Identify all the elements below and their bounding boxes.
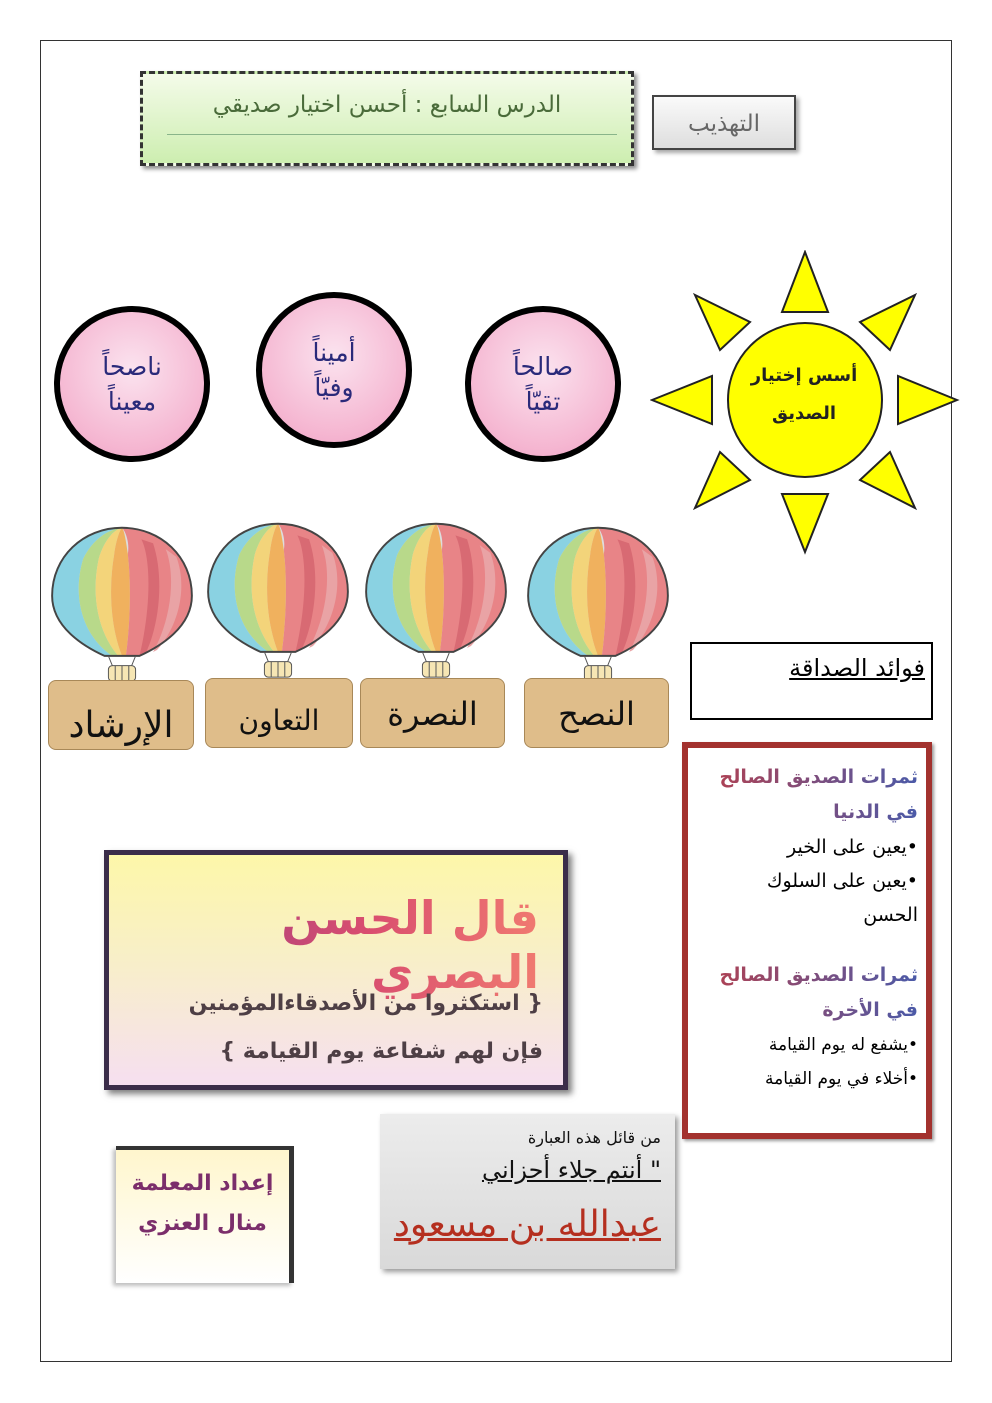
trait-circle bbox=[54, 306, 210, 462]
hereafter-heading: ثمرات الصديق الصالح bbox=[694, 958, 918, 993]
balloon-label: النصح bbox=[524, 678, 669, 748]
saying-answer: عبدالله بن مسعود bbox=[393, 1204, 661, 1245]
title-underline bbox=[167, 134, 617, 135]
trait-line: ناصحاً bbox=[102, 352, 162, 381]
list-item: •أخلاء في يوم القيامة bbox=[765, 1069, 918, 1089]
fruits-box bbox=[682, 742, 932, 1139]
world-heading: في الدنيا bbox=[694, 795, 918, 830]
quote-line: فإن لهم شفاعة يوم القيامة } bbox=[219, 1039, 543, 1064]
trait-circle bbox=[465, 306, 621, 462]
trait-line: تقيّاً bbox=[525, 387, 561, 416]
trait-line: معيناً bbox=[107, 387, 157, 416]
list-item: الحسن bbox=[863, 904, 918, 926]
trait-line: أميناً bbox=[312, 338, 356, 367]
list-item: •يعين على السلوك bbox=[766, 870, 918, 892]
hot-air-balloon-icon bbox=[198, 516, 358, 681]
hot-air-balloon-icon bbox=[518, 520, 678, 685]
trait-circle bbox=[256, 292, 412, 448]
quote-line: { استكثروا من الأصدقاءالمؤمنين bbox=[188, 991, 543, 1016]
hot-air-balloon-icon bbox=[356, 516, 516, 681]
lesson-title: الدرس السابع : أحسن اختيار صديقي bbox=[212, 92, 562, 118]
author-label: إعداد المعلمة bbox=[131, 1171, 274, 1196]
list-item: •يشفع له يوم القيامة bbox=[768, 1035, 918, 1055]
saying-box bbox=[380, 1114, 675, 1269]
world-heading: ثمرات الصديق الصالح bbox=[694, 760, 918, 795]
subject-label: التهذيب bbox=[652, 95, 796, 150]
balloon-label: النصرة bbox=[360, 678, 505, 748]
benefits-title: فوائد الصداقة bbox=[789, 654, 925, 682]
list-item: •يعين على الخير bbox=[787, 836, 918, 858]
trait-line: صالحاً bbox=[512, 352, 574, 381]
sun-label-line1: أسس إختيار bbox=[750, 365, 858, 386]
sun-label-line2: الصديق bbox=[771, 403, 837, 424]
balloon-label: التعاون bbox=[205, 678, 353, 748]
author-box bbox=[116, 1146, 294, 1283]
balloon-label: الإرشاد bbox=[48, 680, 194, 750]
sun-label bbox=[728, 362, 880, 430]
author-name: منال العنزي bbox=[138, 1211, 267, 1236]
quote-box bbox=[104, 850, 568, 1090]
hot-air-balloon-icon bbox=[42, 520, 202, 685]
saying-question: من قائل هذه العبارة bbox=[527, 1128, 661, 1147]
saying-text: " أنتم جلاء أحزاني bbox=[481, 1156, 661, 1184]
quote-title: قال الحسن البصري bbox=[109, 891, 539, 999]
hereafter-heading: في الأخرة bbox=[694, 993, 918, 1028]
benefits-title-box bbox=[690, 642, 933, 720]
lesson-title-box bbox=[140, 71, 634, 166]
trait-line: وفيّاً bbox=[314, 373, 354, 402]
